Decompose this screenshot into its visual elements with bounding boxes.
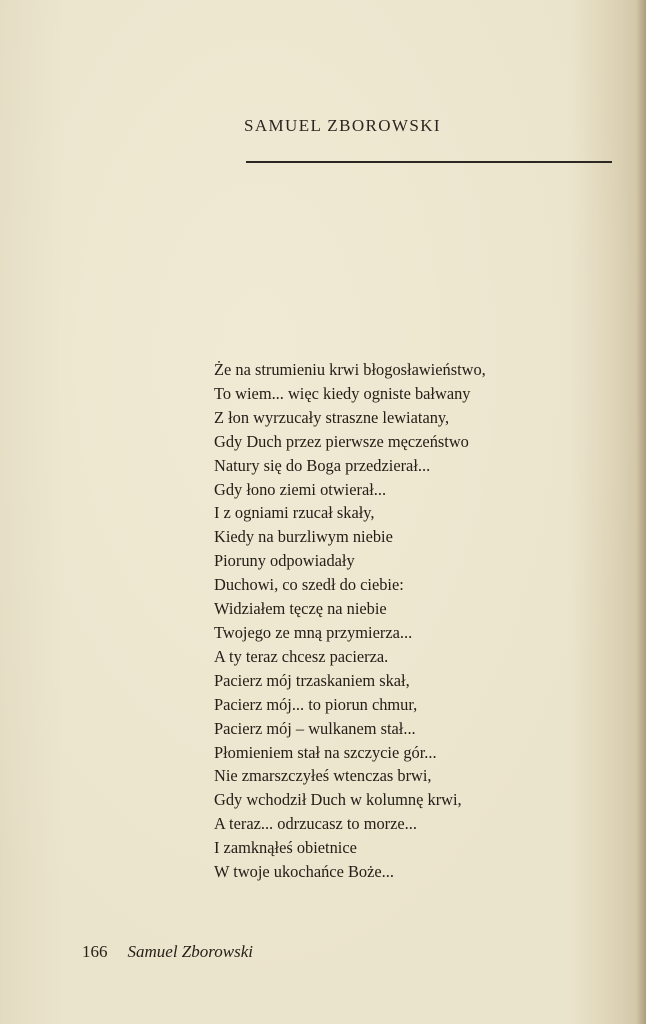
poem-line: Natury się do Boga przedzierał... [214, 455, 431, 475]
poem-text [214, 358, 486, 884]
poem-line: Kiedy na burzliwym niebie [214, 527, 393, 547]
poem-line: Pacierz mój – wulkanem stał... [214, 718, 416, 738]
header-rule [246, 161, 612, 163]
poem-line: Że na strumieniu krwi błogosławieństwo, [214, 360, 486, 379]
poem-line: Duchowi, co szedł do ciebie: [214, 575, 404, 595]
spine-shadow [636, 0, 646, 1024]
poem-line: To wiem... więc kiedy ogniste bałwany [214, 383, 471, 403]
poem-line: Z łon wyrzucały straszne lewiatany, [214, 407, 450, 427]
page-number: 166 [82, 942, 108, 961]
poem-line: A ty teraz chcesz pacierza. [214, 646, 389, 666]
poem-line: Twojego ze mną przymierza... [214, 622, 413, 642]
poem-line: Nie zmarszczyłeś wtenczas brwi, [214, 766, 432, 786]
poem-line: I zamknąłeś obietnice [214, 838, 357, 858]
poem-line: Pacierz mój... to piorun chmur, [214, 694, 418, 714]
running-head: SAMUEL ZBOROWSKI [244, 116, 441, 135]
poem-line: W twoje ukochańce Boże... [214, 862, 394, 882]
poem-line: Płomieniem stał na szczycie gór... [214, 742, 437, 762]
poem-line: Pioruny odpowiadały [214, 551, 355, 571]
poem-line: Gdy wchodził Duch w kolumnę krwi, [214, 790, 462, 810]
poem-line: Gdy łono ziemi otwierał... [214, 479, 387, 499]
poem-line: Widziałem tęczę na niebie [214, 599, 387, 619]
poem-line: I z ogniami rzucał skały, [214, 503, 375, 523]
poem-line: Pacierz mój trzaskaniem skał, [214, 670, 410, 690]
poem-line: A teraz... odrzucasz to morze... [214, 814, 417, 834]
page-footer [82, 942, 253, 962]
poem-line: Gdy Duch przez pierwsze męczeństwo [214, 431, 469, 451]
footer-author: Samuel Zborowski [127, 942, 253, 961]
